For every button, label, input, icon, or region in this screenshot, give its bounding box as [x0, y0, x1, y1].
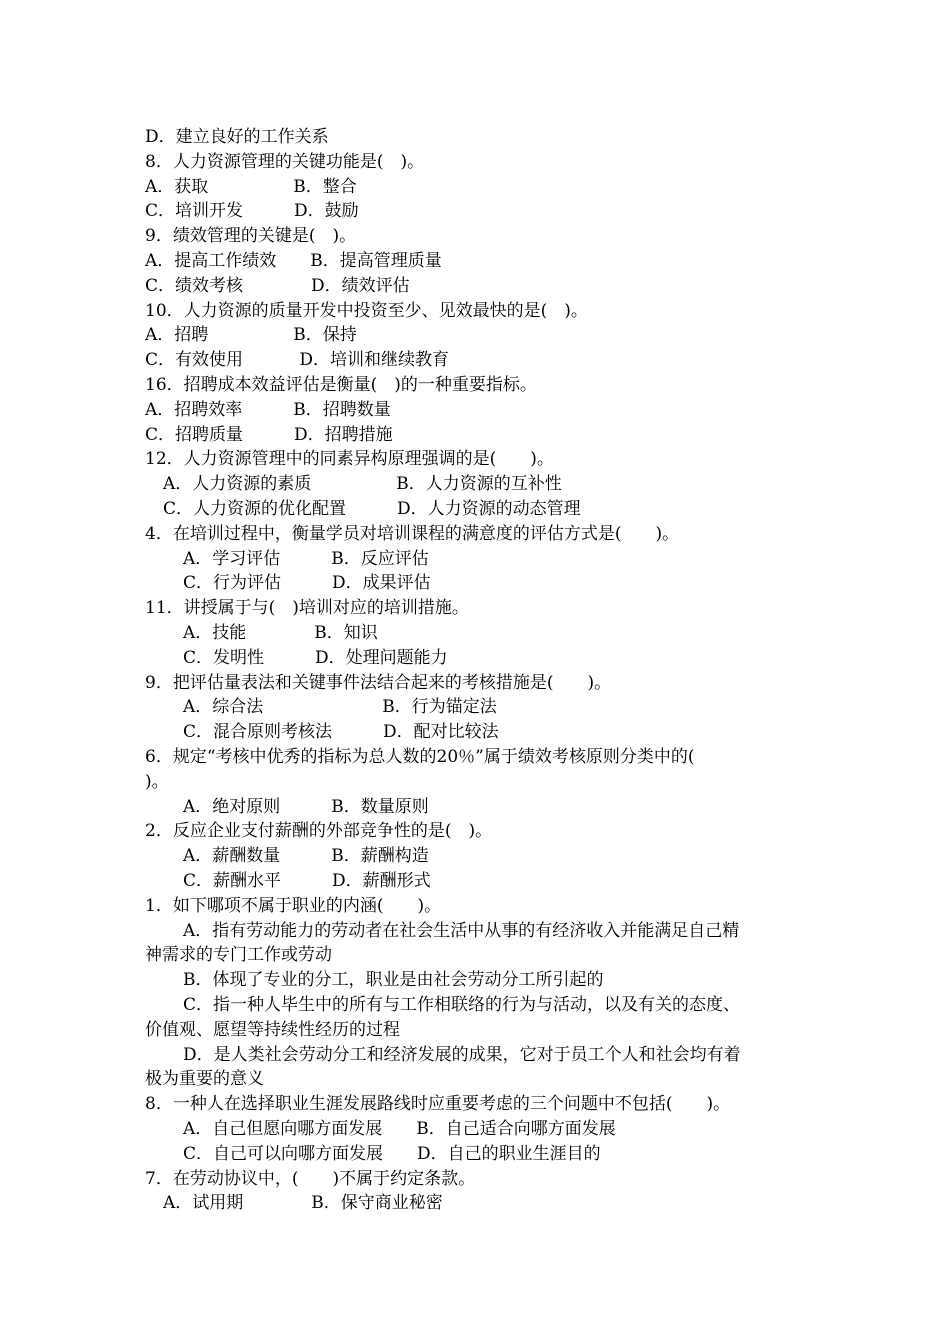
- text-line: A．自己但愿向哪方面发展 B．自己适合向哪方面发展: [183, 1119, 616, 1139]
- text-line: C．绩效考核 D．绩效评估: [145, 275, 410, 296]
- text-line: D．建立良好的工作关系: [145, 127, 329, 147]
- text-line: 10．人力资源的质量开发中投资至少、见效最快的是( )。: [145, 300, 588, 321]
- text-line: 7．在劳动协议中，( )不属于约定条款。: [145, 1168, 476, 1189]
- text-line: A．薪酬数量 B．薪酬构造: [183, 846, 429, 867]
- text-line: 8．一种人在选择职业生涯发展路线时应重要考虑的三个问题中不包括( )。: [145, 1094, 731, 1115]
- text-line: 12．人力资源管理中的同素异构原理强调的是( )。: [145, 449, 554, 470]
- text-line: A．指有劳动能力的劳动者在社会生活中从事的有经济收入并能满足自己精: [183, 920, 740, 941]
- text-line: A．技能 B．知识: [183, 623, 378, 643]
- text-line: A．绝对原则 B．数量原则: [183, 796, 429, 817]
- text-line: A．获取 B．整合: [145, 176, 357, 197]
- text-line: D．是人类社会劳动分工和经济发展的成果，它对于员工个人和社会均有着: [183, 1044, 741, 1065]
- text-line: A．试用期 B．保守商业秘密: [163, 1193, 443, 1214]
- text-line: C．混合原则考核法 D．配对比较法: [183, 722, 499, 743]
- text-line: C．培训开发 D．鼓励: [145, 201, 359, 222]
- text-line: C．发明性 D．处理问题能力: [183, 647, 448, 668]
- text-line: A．招聘 B．保持: [145, 325, 357, 346]
- text-line: 6．规定“考核中优秀的指标为总人数的20％”属于绩效考核原则分类中的(: [145, 747, 695, 767]
- text-line: A．提高工作绩效 B．提高管理质量: [145, 251, 442, 271]
- text-line: C．人力资源的优化配置 D．人力资源的动态管理: [163, 499, 581, 519]
- text-line: C．招聘质量 D．招聘措施: [145, 424, 393, 445]
- text-line: C．有效使用 D．培训和继续教育: [145, 350, 450, 371]
- text-line: A．学习评估 B．反应评估: [183, 548, 429, 569]
- text-line: C．行为评估 D．成果评估: [183, 573, 431, 594]
- text-line: 8．人力资源管理的关键功能是( )。: [145, 151, 425, 172]
- text-line: )。: [145, 771, 169, 792]
- text-line: 11．讲授属于与( )培训对应的培训措施。: [145, 598, 469, 619]
- text-line: A．综合法 B．行为锚定法: [183, 697, 497, 718]
- text-line: 1．如下哪项不属于职业的内涵( )。: [145, 895, 442, 916]
- text-line: 价值观、愿望等持续性经历的过程: [145, 1019, 400, 1040]
- text-line: 9．绩效管理的关键是( )。: [145, 226, 357, 247]
- text-line: A．招聘效率 B．招聘数量: [145, 399, 391, 420]
- text-line: C．指一种人毕生中的所有与工作相联络的行为与活动，以及有关的态度、: [183, 995, 741, 1015]
- text-line: 9．把评估量表法和关键事件法结合起来的考核措施是( )。: [145, 672, 612, 693]
- text-line: B．体现了专业的分工，职业是由社会劳动分工所引起的: [183, 970, 604, 991]
- text-line: 极为重要的意义: [145, 1069, 264, 1090]
- text-line: 2．反应企业支付薪酬的外部竞争性的是( )。: [145, 821, 493, 842]
- text-line: 16．招聘成本效益评估是衡量( )的一种重要指标。: [145, 375, 537, 395]
- text-line: A．人力资源的素质 B．人力资源的互补性: [163, 474, 562, 495]
- text-line: 神需求的专门工作或劳动: [145, 945, 332, 966]
- text-line: C．自己可以向哪方面发展 D．自己的职业生涯目的: [183, 1143, 601, 1164]
- text-line: 4．在培训过程中，衡量学员对培训课程的满意度的评估方式是( )。: [145, 523, 680, 544]
- text-line: C．薪酬水平 D．薪酬形式: [183, 871, 431, 891]
